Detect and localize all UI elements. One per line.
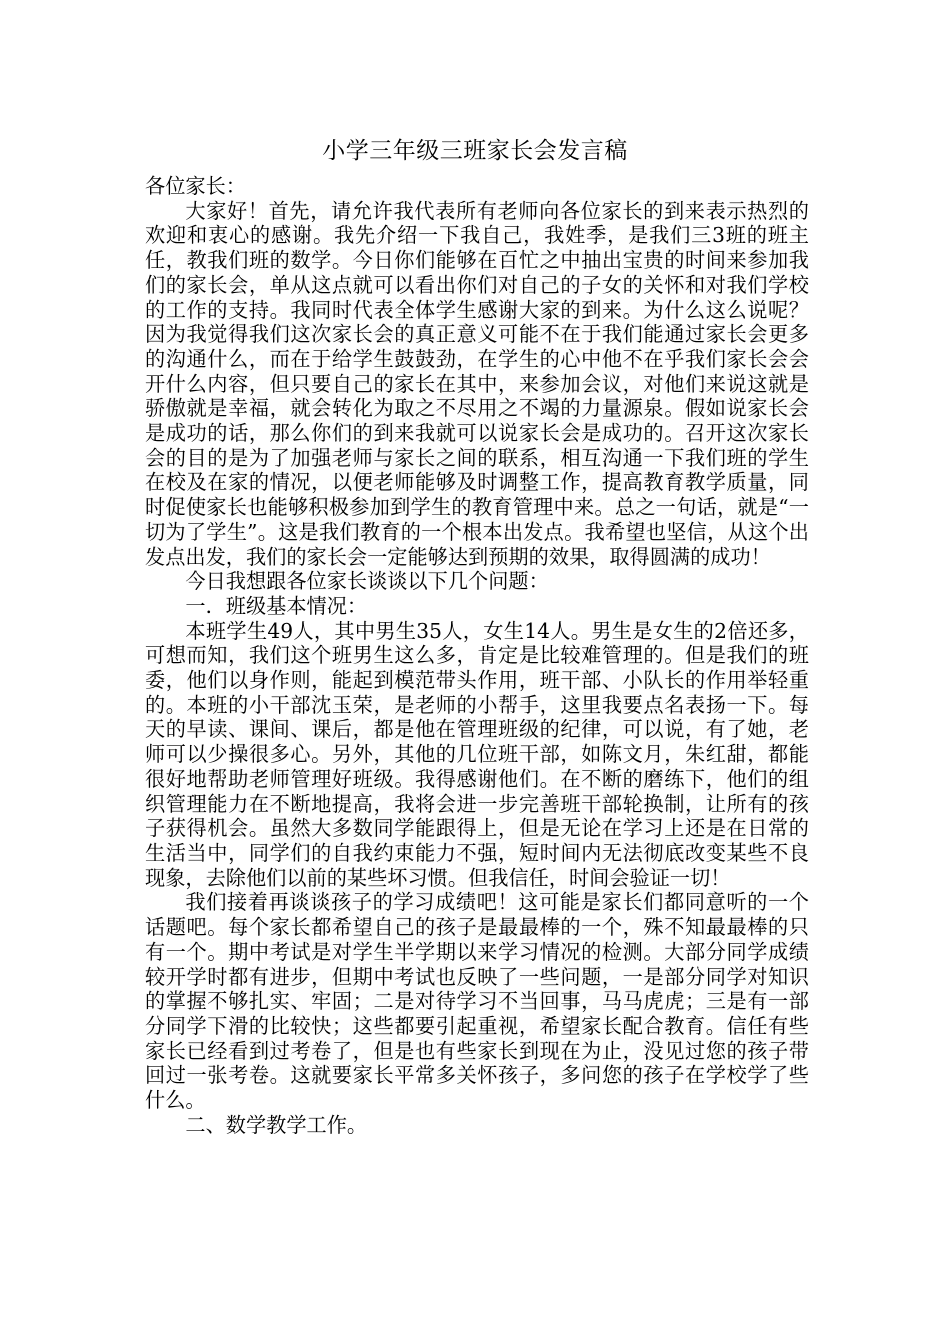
paragraph-class-overview: 本班学生49人，其中男生35人，女生14人。男生是女生的2倍还多，可想而知，我们这个班男生这么多，肯定是比较难管理的。但是我们的班委，他们以身作则，能起到模范带头作用，班干部、小队长的作用举轻重的。本班的小干部沈玉荣，是老师的小帮手，这里我要点名表扬一下。每天的早读、课间、课后，都是他在管理班级的纪律，可以说，有了她，老师可以少操很多心。另外，其他的几位班干部，如陈文月，朱红甜，都能很好地帮助老师管理好班级。我得感谢他们。在不断的磨练下，他们的组织管理能力在不断地提高，我将会进一步完善班干部轮换制，让所有的孩子获得机会。虽然大多数同学能跟得上，但是无论在学习上还是在日常的生活当中，同学们的自我约束能力不强，短时间内无法彻底改变某些不良现象，去除他们以前的某些坏习惯。但我信任，时间会验证一切！ [145,618,809,890]
paragraph-academic-performance: 我们接着再谈谈孩子的学习成绩吧！这可能是家长们都同意听的一个话题吧。每个家长都希望自己的孩子是最最棒的一个，殊不知最最棒的只有一个。期中考试是对学生半学期以来学习情况的检测。大部分同学成绩较开学时都有进步，但期中考试也反映了一些问题，一是部分同学对知识的掌握不够扎实、牢固；二是对待学习不当回事，马马虎虎；三是有一部分同学下滑的比较快；这些都要引起重视，希望家长配合教育。信任有些家长已经看到过考卷了，但是也有些家长到现在为止，没见过您的孩子带回过一张考卷。这就要家长平常多关怀孩子，多问您的孩子在学校学了些什么。 [145,890,809,1113]
paragraph-greeting: 大家好！首先，请允许我代表所有老师向各位家长的到来表示热烈的欢迎和衷心的感谢。我先介绍一下我自己，我姓季，是我们三3班的班主任，教我们班的数学。今日你们能够在百忙之中抽出宝贵的时间来参加我们的家长会，单从这点就可以看出你们对自己的子女的关怀和对我们学校的工作的支持。我同时代表全体学生感谢大家的到来。为什么这么说呢？因为我觉得我们这次家长会的真正意义可能不在于我们能通过家长会更多的沟通什么，而在于给学生鼓鼓劲，在学生的心中他不在乎我们家长会会开什么内容，但只要自己的家长在其中，来参加会议，对他们来说这就是骄傲就是幸福，就会转化为取之不尽用之不竭的力量源泉。假如说家长会是成功的话，那么你们的到来我就可以说家长会是成功的。召开这次家长会的目的是为了加强老师与家长之间的联系，相互沟通一下我们班的学生在校及在家的情况，以便老师能够及时调整工作，提高教育教学质量，同时促使家长也能够积极参加到学生的教育管理中来。总之一句话，就是“一切为了学生”。这是我们教育的一个根本出发点。我希望也坚信，从这个出发点出发，我们的家长会一定能够达到预期的效果，取得圆满的成功！ [145,198,809,569]
paragraph-topics-intro: 今日我想跟各位家长谈谈以下几个问题： [185,569,549,594]
salutation: 各位家长： [145,174,246,198]
document-title: 小学三年级三班家长会发言稿 [322,138,628,164]
section-heading-math-teaching: 二、数学教学工作。 [185,1112,368,1137]
section-heading-class-overview: 一．班级基本情况： [185,593,368,618]
document-body [145,174,809,1137]
